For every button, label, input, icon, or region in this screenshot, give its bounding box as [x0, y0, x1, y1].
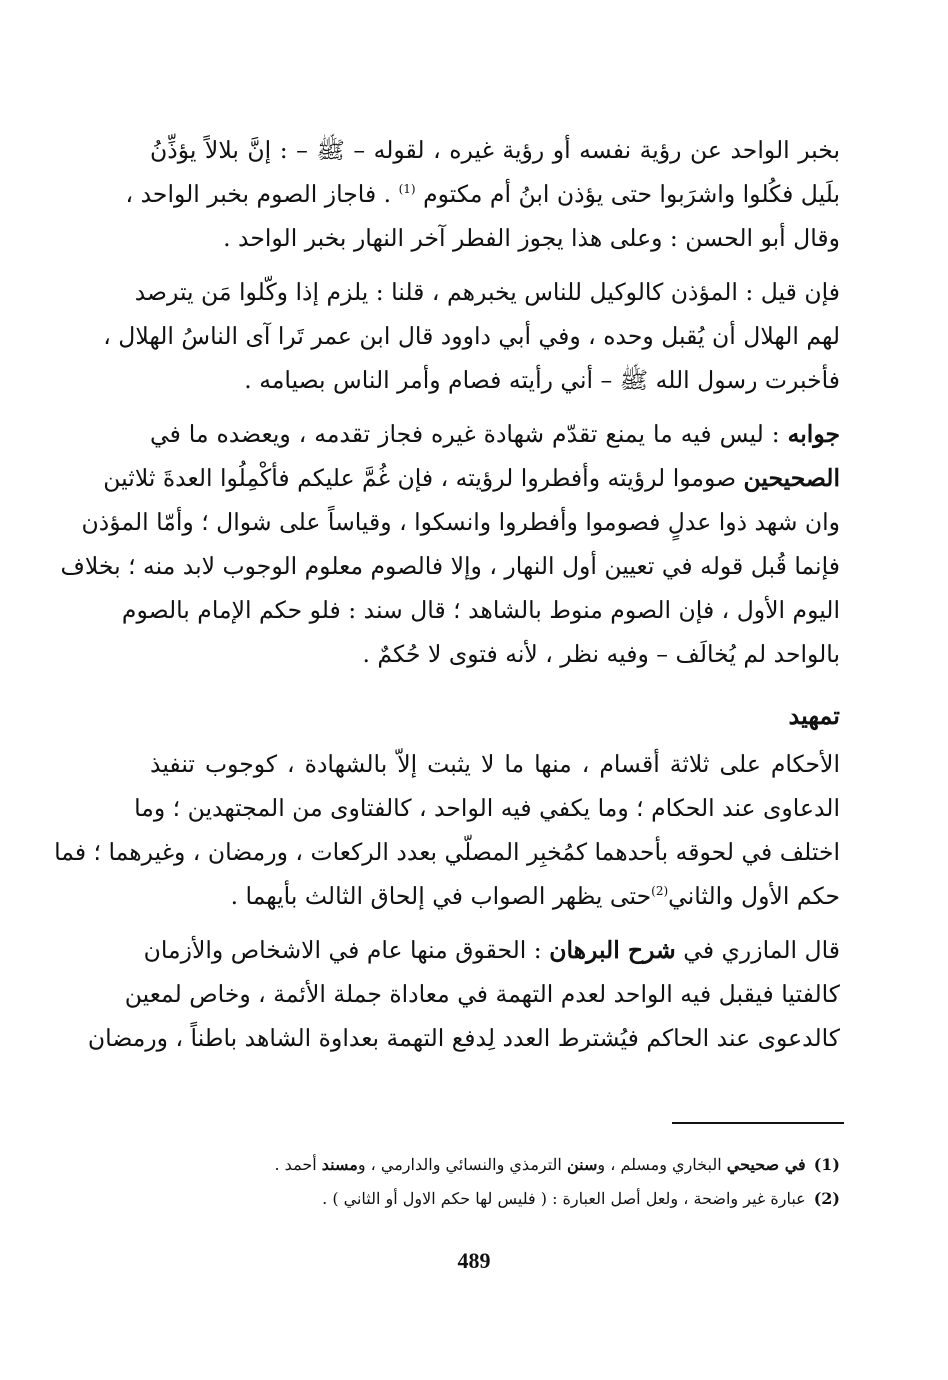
text-line: فأخبرت رسول الله ﷺ – أني رأيته فصام وأمر الناس بصيامه . — [244, 366, 840, 394]
text-segment: قال المازري في — [675, 936, 840, 964]
text-line: الدعاوى عند الحكام ؛ وما يكفي فيه الواحد ، كالفتاوى من المجتهدين ؛ وما — [134, 794, 840, 822]
text-line — [103, 456, 840, 500]
text-line: فإنما قُبل قوله في تعيين أول النهار ، وإلا فالصوم معلوم الوجوب لابد منه ؛ بخلاف — [60, 552, 840, 580]
text-line — [150, 874, 840, 918]
text-line: الأحكام على ثلاثة أقسام ، منها ما لا يثبت إلاّ بالشهادة ، كوجوب تنفيذ — [150, 750, 840, 778]
text-line — [143, 928, 840, 972]
answer-label: جوابه — [787, 420, 840, 448]
text-line: اليوم الأول ، فإن الصوم منوط بالشاهد ؛ قال سند : فلو حكم الإمام بالصوم — [121, 596, 840, 624]
footnote-number: (2) — [813, 1189, 840, 1208]
text-line: وان شهد ذوا عدلٍ فصوموا وأفطروا وانسكوا ، وقياساً على شوال ؛ وأمّا المؤذن — [81, 508, 840, 536]
footnote-bold: سنن — [566, 1155, 598, 1174]
page-number: 489 — [457, 1248, 491, 1273]
text-segment: : ليس فيه ما يمنع تقدّم شهادة غيره فجاز تقدمه ، ويعضده ما في — [150, 420, 788, 448]
text-line: بخبر الواحد عن رؤية نفسه أو رؤية غيره ، لقوله – ﷺ – : إنَّ بلالاً يؤذِّنُ — [150, 136, 840, 164]
footnote-number: (1) — [813, 1155, 840, 1174]
footnote-bold: في صحيحي — [726, 1155, 806, 1174]
text-segment: بلَيل فكُلوا واشرَبوا حتى يؤذن ابنُ أم مكتوم — [423, 180, 840, 208]
footnote-bold: مسند — [321, 1155, 358, 1174]
text-line — [125, 172, 840, 216]
footnote-ref-2[interactable]: (2) — [651, 884, 669, 899]
paragraph-2 — [103, 270, 840, 402]
text-line: وقال أبو الحسن : وعلى هذا يجوز الفطر آخر النهار بخبر الواحد . — [223, 224, 840, 252]
text-segment: حكم الأول والثاني — [668, 882, 840, 910]
text-segment: صوموا لرؤيته وأفطروا لرؤيته ، فإن غُمَّ عليكم فأكْمِلُوا العدةَ ثلاثين — [103, 464, 744, 492]
source-title: شرح البرهان — [549, 936, 676, 964]
section-heading: تمهيد — [788, 701, 840, 730]
text-segment: : الحقوق منها عام في الاشخاص والأزمان — [143, 936, 550, 964]
text-segment: حتى يظهر الصواب في إلحاق الثالث بأيهما . — [230, 882, 652, 910]
footnote-text: البخاري ومسلم ، و — [597, 1155, 727, 1174]
footnote-text: أحمد . — [274, 1155, 322, 1174]
text-line: كالفتيا فيقبل فيه الواحد لعدم التهمة في معاداة جملة الأئمة ، وخاص لمعين — [124, 980, 840, 1008]
text-line: بالواحد لم يُخالَف – وفيه نظر ، لأنه فتوى لا حُكمٌ . — [362, 640, 840, 668]
paragraph-3 — [60, 412, 840, 676]
text-line: فإن قيل : المؤذن كالوكيل للناس يخبرهم ، قلنا : يلزم إذا وكّلوا مَن يترصد — [134, 278, 840, 306]
text-line: كالدعوى عند الحاكم فيُشترط العدد لِدفع التهمة بعداوة الشاهد باطناً ، ورمضان — [87, 1024, 840, 1052]
paragraph-1 — [125, 128, 840, 260]
paragraph-tamhid — [54, 742, 840, 918]
text-segment: . فاجاز الصوم بخبر الواحد ، — [125, 180, 399, 208]
source-title: الصحيحين — [743, 464, 840, 492]
footnote-divider — [672, 1122, 844, 1124]
text-line: اختلف في لحوقه بأحدهما كمُخبِر المصلّي بعدد الركعات ، ورمضان ، وغيرهما ؛ فما — [54, 838, 840, 866]
footnote-ref-1[interactable]: (1) — [398, 182, 416, 197]
paragraph-mazari — [87, 928, 840, 1060]
footnote-1 — [150, 1148, 840, 1182]
footnote-text: عبارة غير واضحة ، ولعل أصل العبارة : ( فليس لها حكم الاول أو الثاني ) . — [322, 1189, 806, 1208]
main-text — [54, 128, 840, 1060]
footnote-2 — [150, 1182, 840, 1216]
text-line — [150, 412, 840, 456]
footnote-text: الترمذي والنسائي والدارمي ، و — [357, 1155, 567, 1174]
text-line: لهم الهلال أن يُقبل وحده ، وفي أبي داوود قال ابن عمر تَرا آى الناسُ الهلال ، — [103, 322, 840, 350]
footnotes — [150, 1148, 840, 1216]
